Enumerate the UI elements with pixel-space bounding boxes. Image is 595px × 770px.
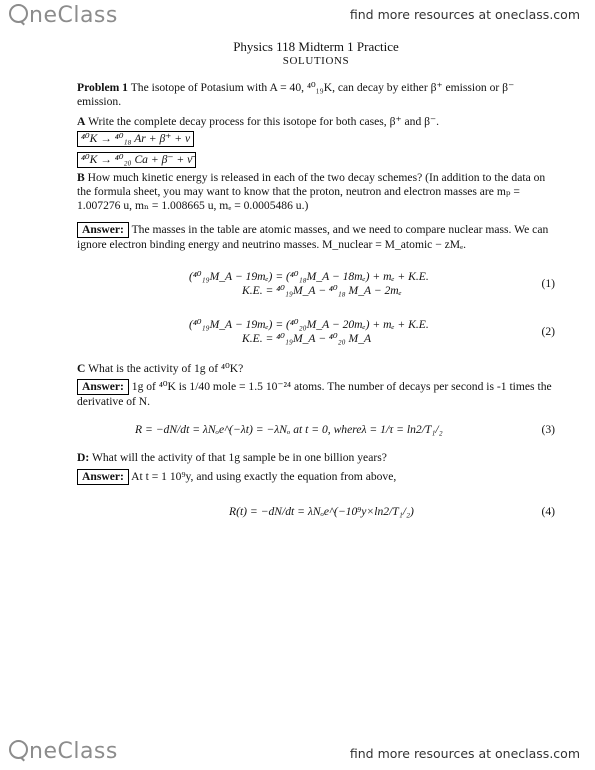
problem-statement — [77, 81, 555, 109]
answer-d-text: At t = 1 10⁹y, and using exactly the equation from above, — [131, 470, 397, 483]
question-b-text: How much kinetic energy is released in each of the two decay schemes? (In addition to the data on the formula sheet, you may want to know that the proton, neutron and electron masses are mₚ = 1.007276 u, mₙ = 1.008665 u, mₑ = 0.0005486 u.) — [77, 171, 546, 212]
equation-1-number: (1) — [541, 277, 555, 290]
question-a-label: A — [77, 115, 86, 128]
equation-4-body: R(t) = −dN/dt = λNₒe^(−10⁹y×ln2/T₁/₂) — [229, 505, 414, 518]
footer-logo[interactable]: neClass — [9, 739, 118, 764]
question-d-label: D: — [77, 451, 90, 464]
equation-1-line-1: (⁴⁰₁₉M_A − 19mₑ) = (⁴⁰₁₈M_A − 18mₑ) + mₑ + K.E. — [189, 270, 429, 283]
equation-4 — [77, 505, 555, 519]
page-subtitle: SOLUTIONS — [282, 55, 350, 67]
footer-find-more-link[interactable]: find more resources at oneclass.com — [349, 746, 580, 761]
equation-2-number: (2) — [541, 325, 555, 338]
answer-c — [77, 379, 555, 409]
question-c-label: C — [77, 362, 86, 375]
answer-d — [77, 469, 555, 485]
equation-1 — [77, 270, 555, 298]
oneclass-logo-icon — [9, 740, 28, 759]
equation-1-line-2: K.E. = ⁴⁰₁₉M_A − ⁴⁰₁₈ M_A − 2mₑ — [242, 284, 402, 297]
question-a-text: Write the complete decay process for this isotope for both cases, β⁺ and β⁻. — [88, 115, 440, 128]
header-logo[interactable]: neClass — [9, 3, 118, 28]
question-c — [77, 362, 555, 376]
answer-c-label: Answer: — [77, 379, 129, 395]
equation-2 — [77, 318, 555, 346]
equation-2-line-1: (⁴⁰₁₉M_A − 19mₑ) = (⁴⁰₂₀M_A − 20mₑ) + mₑ + K.E. — [189, 318, 429, 331]
question-b-label: B — [77, 171, 85, 184]
oneclass-logo-icon — [9, 4, 28, 23]
equation-4-number: (4) — [541, 505, 555, 518]
equation-3-body: R = −dN/dt = λNₒe^(−λt) = −λNₒ at t = 0, whereλ = 1/τ = ln2/T₁/₂ — [135, 423, 443, 436]
problem-text: The isotope of Potasium with A = 40, ⁴⁰₁₉K, can decay by either β⁺ emission or β⁻ emission. — [77, 81, 515, 108]
equation-3-number: (3) — [541, 423, 555, 436]
answer-b-label: Answer: — [77, 222, 129, 238]
question-a — [77, 115, 555, 129]
equation-3 — [77, 423, 555, 437]
document-body — [77, 38, 555, 529]
decay-equation-beta-minus: ⁴⁰K → ⁴⁰₂₀ Ca + β⁻ + ν̄ — [77, 152, 196, 168]
problem-label: Problem 1 — [77, 81, 128, 94]
decay-equation-beta-plus: ⁴⁰K → ⁴⁰₁₈ Ar + β⁺ + ν — [77, 131, 194, 147]
equation-2-line-2: K.E. = ⁴⁰₁₉M_A − ⁴⁰₂₀ M_A — [242, 332, 372, 345]
answer-b-text: The masses in the table are atomic masses, and we need to compare nuclear mass. We can ignore electron binding energy and neutrino masses. M_nuclear = M_atomic − zMₑ. — [77, 223, 549, 251]
question-d-text: What will the activity of that 1g sample be in one billion years? — [91, 451, 387, 464]
question-c-text: What is the activity of 1g of ⁴⁰K? — [88, 362, 244, 375]
answer-b — [77, 222, 555, 252]
question-d — [77, 451, 555, 465]
question-b — [77, 171, 555, 213]
answer-c-text: 1g of ⁴⁰K is 1/40 mole = 1.5 10⁻²⁴ atoms. The number of decays per second is -1 times the derivative of N. — [77, 380, 552, 408]
answer-d-label: Answer: — [77, 469, 129, 485]
page-title: Physics 118 Midterm 1 Practice — [233, 39, 399, 54]
find-more-link[interactable]: find more resources at oneclass.com — [349, 7, 580, 22]
